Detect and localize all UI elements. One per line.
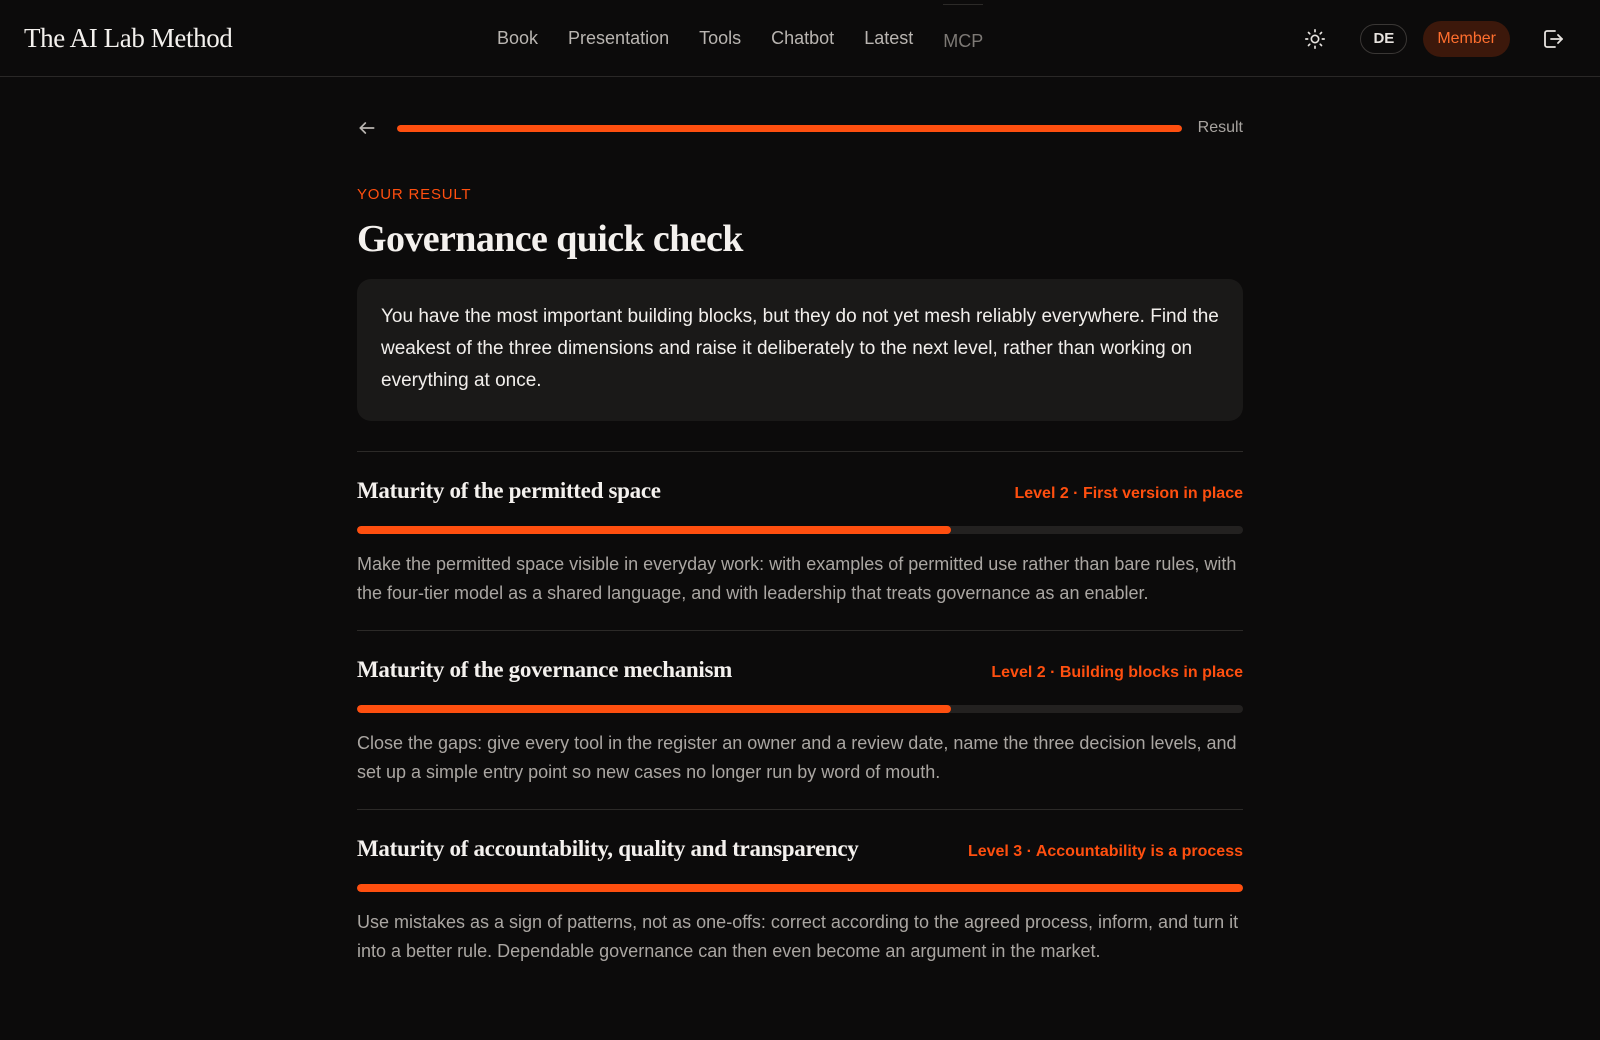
nav-chatbot[interactable]: Chatbot	[771, 28, 835, 48]
top-navigation-bar	[0, 0, 1600, 77]
dimension-title: Maturity of the permitted space	[357, 478, 661, 503]
result-summary-card: You have the most important building blocks, but they do not yet mesh reliably everywhere. Find the weakest of the three dimensions and raise it deliberately to the next level, rather than working on everything at once.	[357, 279, 1243, 421]
dimension-level: Level 2 · Building blocks in place	[991, 664, 1243, 681]
progress-step-label: Result	[1197, 119, 1243, 136]
dimension-recommendation: Make the permitted space visible in everyday work: with examples of permitted use rather than bare rules, with the four-tier model as a shared language, and with leadership that treats governance as an enabler.	[357, 554, 1237, 603]
dimension-recommendation: Use mistakes as a sign of patterns, not as one-offs: correct according to the agreed process, inform, and turn it into a better rule. Dependable governance can then even become an argument in the market.	[357, 912, 1239, 961]
dimension-progress-fill	[357, 526, 951, 534]
nav-latest[interactable]: Latest	[864, 28, 914, 48]
member-button[interactable]: Member	[1423, 21, 1510, 57]
dimension-level: Level 3 · Accountability is a process	[967, 843, 1243, 860]
dimension-permitted-space	[357, 451, 1243, 630]
brand-logo[interactable]: The AI Lab Method	[24, 22, 233, 53]
arrow-left-icon[interactable]	[357, 113, 387, 143]
dimension-progress-fill	[357, 884, 1243, 892]
dimension-title: Maturity of accountability, quality and transparency	[357, 836, 859, 861]
quiz-progress	[357, 77, 1243, 179]
dimension-title: Maturity of the governance mechanism	[357, 657, 733, 682]
dimension-recommendation: Close the gaps: give every tool in the register an owner and a review date, name the three decision levels, and set up a simple entry point so new cases no longer run by word of mouth.	[357, 733, 1237, 782]
dimension-accountability	[357, 809, 1243, 988]
header-actions	[1298, 0, 1570, 77]
result-page	[357, 77, 1243, 988]
language-toggle[interactable]: DE	[1360, 24, 1407, 54]
progress-bar	[397, 125, 1182, 132]
dimension-level: Level 2 · First version in place	[1014, 485, 1243, 502]
progress-bar-fill	[397, 125, 1182, 132]
dimension-progress-fill	[357, 705, 951, 713]
nav-mcp[interactable]: MCP	[943, 4, 983, 74]
dimension-list	[357, 451, 1243, 988]
sun-icon[interactable]	[1298, 22, 1332, 56]
nav-tools[interactable]: Tools	[699, 28, 742, 48]
dimension-governance-mechanism	[357, 630, 1243, 809]
nav-book[interactable]: Book	[497, 28, 539, 48]
dimension-progress-bar	[357, 884, 1243, 892]
result-eyebrow: YOUR RESULT	[357, 186, 472, 203]
page-title: Governance quick check	[357, 218, 743, 260]
nav-presentation[interactable]: Presentation	[568, 28, 670, 48]
dimension-progress-bar	[357, 526, 1243, 534]
dimension-progress-bar	[357, 705, 1243, 713]
logout-icon[interactable]	[1536, 22, 1570, 56]
main-nav	[497, 0, 983, 77]
